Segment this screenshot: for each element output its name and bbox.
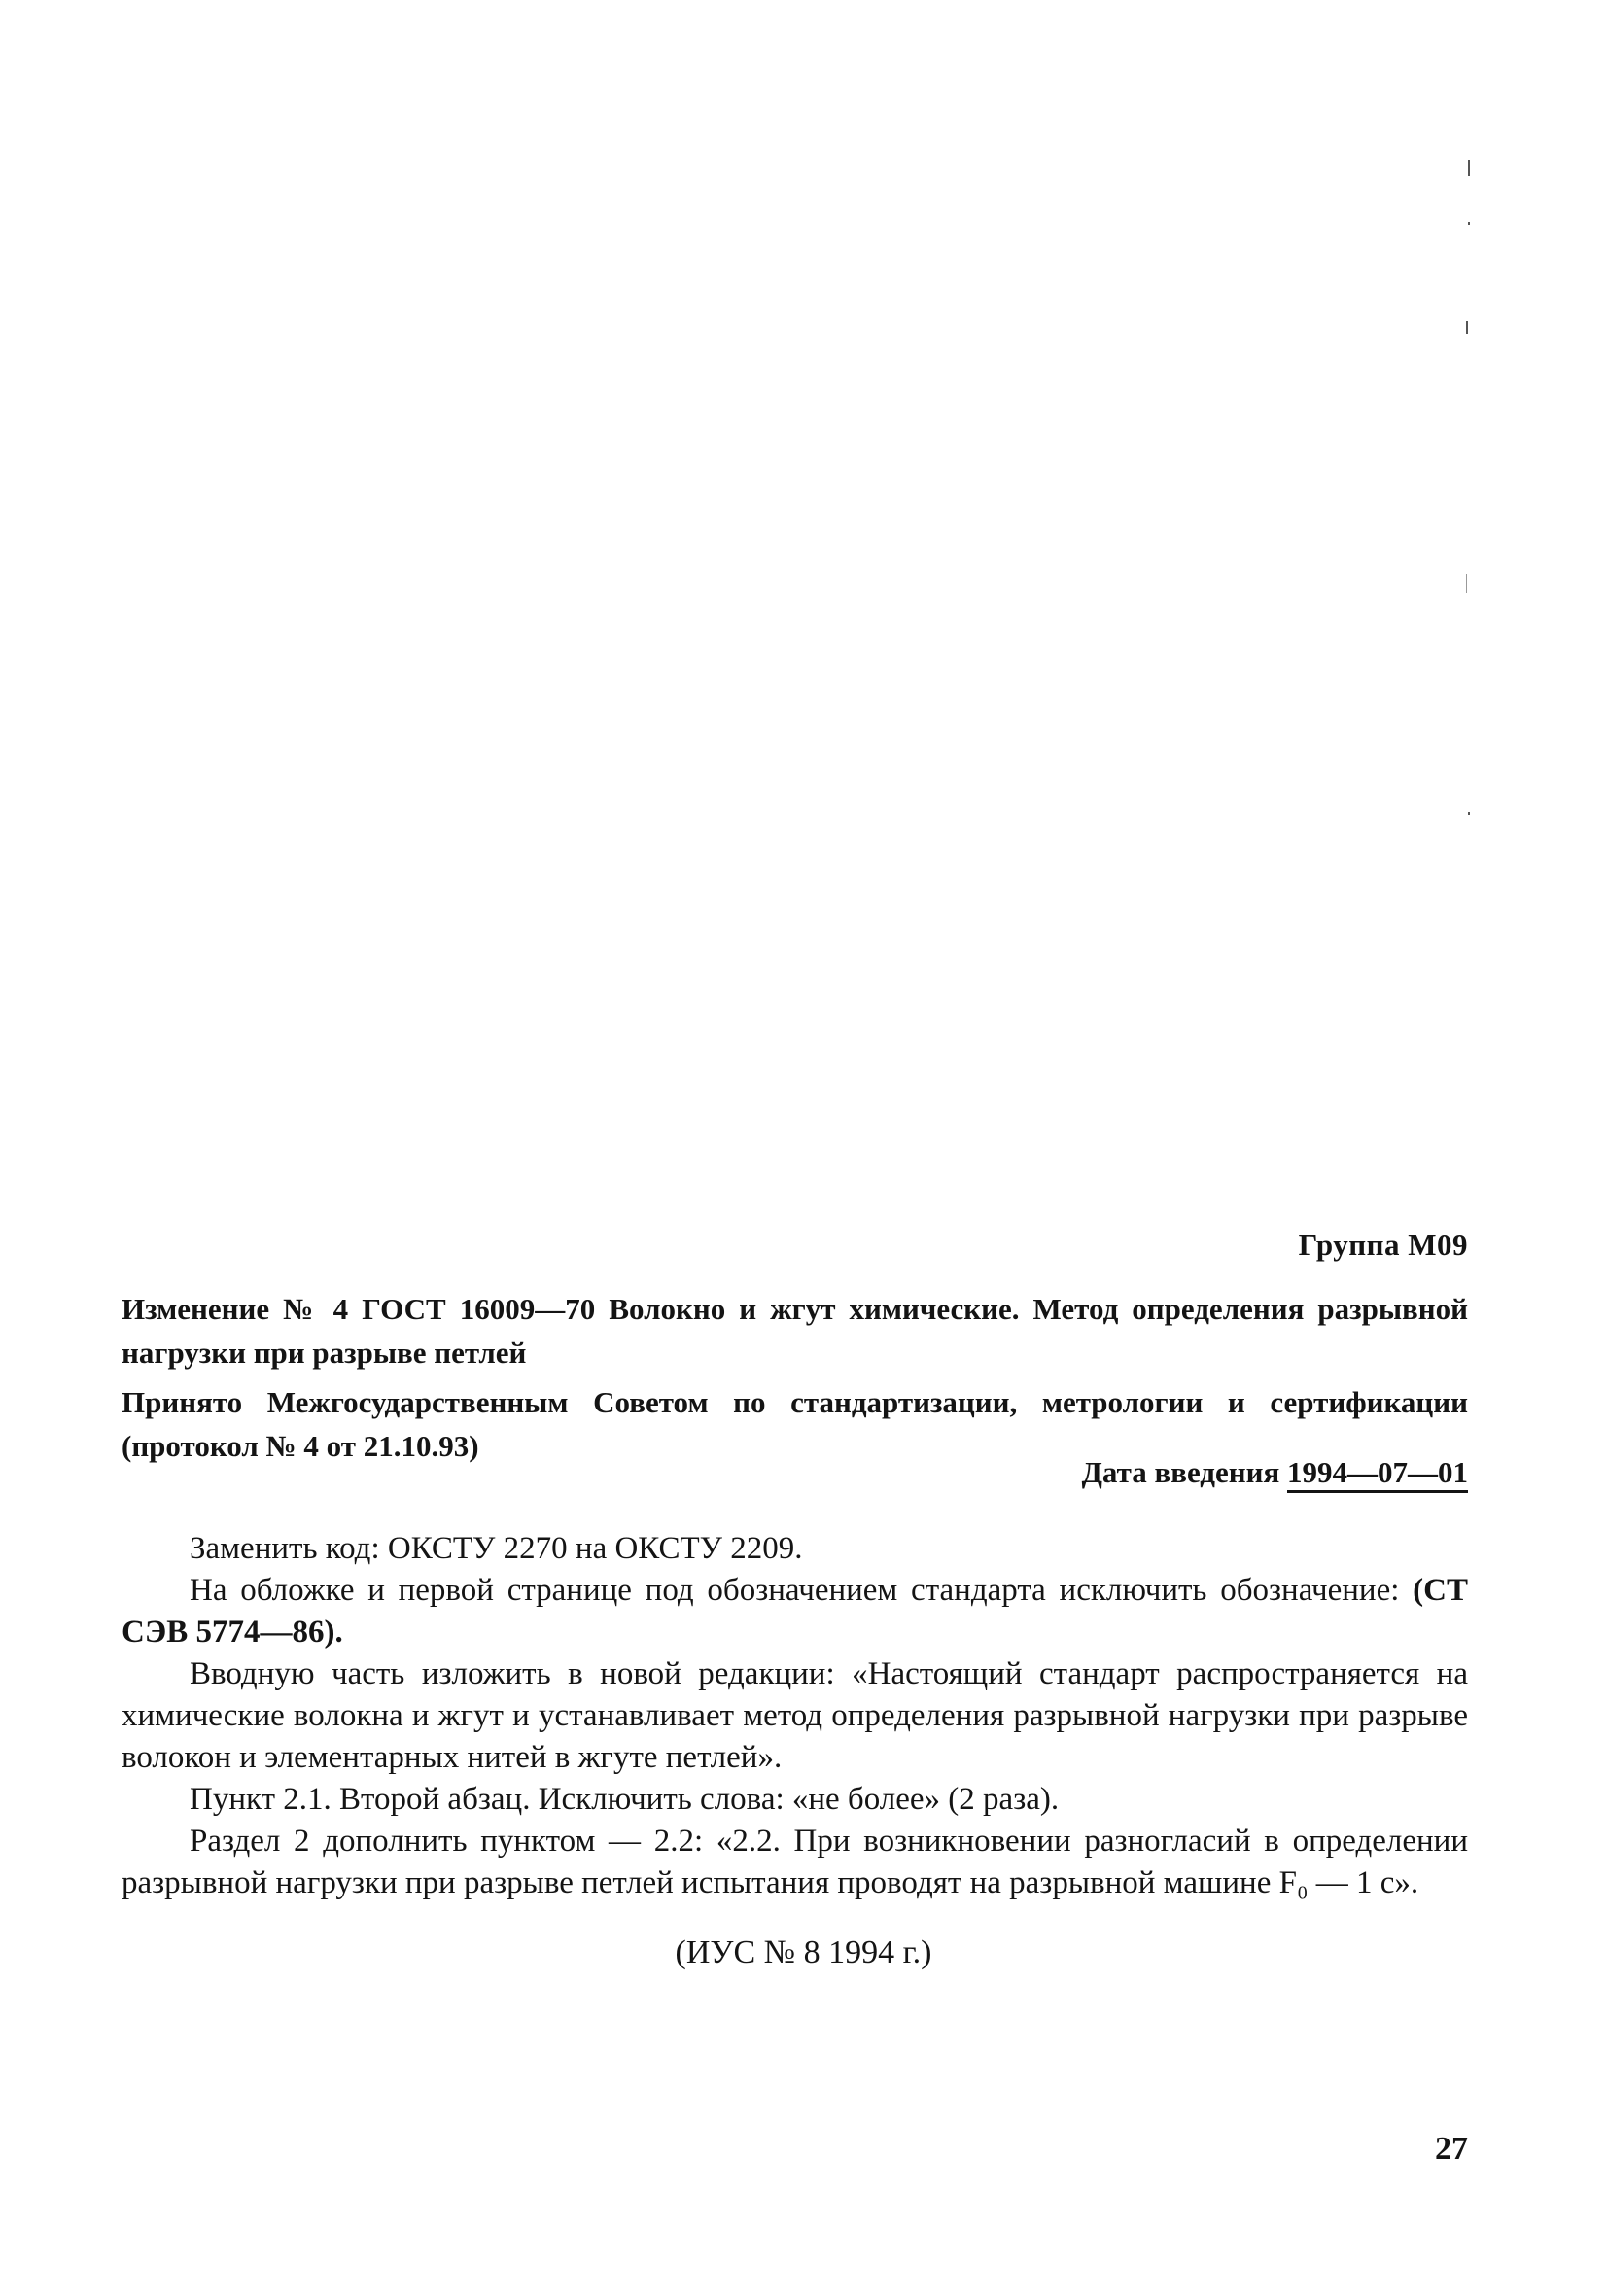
scan-mark [1468, 812, 1470, 815]
paragraph-cover-designation: (СТ СЭВ 5774—86). [122, 1573, 1468, 1650]
introduction-date-value: 1994—07—01 [1287, 1455, 1468, 1489]
scan-mark [1468, 222, 1470, 225]
scan-mark [1466, 574, 1467, 593]
paragraph-cover [122, 1570, 1468, 1653]
paragraph-clause-2-1: Пункт 2.1. Второй абзац. Исключить слова: «не более» (2 раза). [190, 1782, 1060, 1817]
adopted-by: Принято Межгосударственным Советом по стандартизации, метрологии и сертификации (протокол № 4 от 21.10.93) [122, 1385, 1468, 1463]
paragraph-cover-text: На обложке и первой странице под обозначением стандарта исключить обозначение: [190, 1573, 1414, 1608]
document-body [122, 1528, 1468, 1904]
paragraph-code: Заменить код: ОКСТУ 2270 на ОКСТУ 2209. [190, 1531, 803, 1566]
source-reference [0, 1934, 1607, 1971]
scan-mark [1466, 321, 1468, 334]
scan-mark [1468, 160, 1470, 176]
paragraph-section-2: Раздел 2 дополнить пунктом — 2.2: «2.2. При возникновении разногласий в определении разрывной нагрузки при разрыве петлей испытания проводят на разрывной машине F₀ — 1 с». [122, 1824, 1468, 1900]
introduction-date [1082, 1455, 1468, 1490]
group-code: Группа М09 [1298, 1228, 1468, 1262]
page-number: 27 [1435, 2131, 1468, 2167]
source-reference-text: (ИУС № 8 1994 г.) [675, 1934, 932, 1970]
introduction-date-label: Дата введения [1081, 1455, 1280, 1489]
paragraph-intro: Вводную часть изложить в новой редакции: «Настоящий стандарт распространяется на химические волокна и жгут и устанавливает метод определения разрывной нагрузки при разрыве волокон и элементарных нитей в жгуте петлей». [122, 1656, 1468, 1775]
change-title: Изменение № 4 ГОСТ 16009—70 Волокно и жгут химические. Метод определения разрывной нагрузки при разрыве петлей [122, 1292, 1468, 1370]
